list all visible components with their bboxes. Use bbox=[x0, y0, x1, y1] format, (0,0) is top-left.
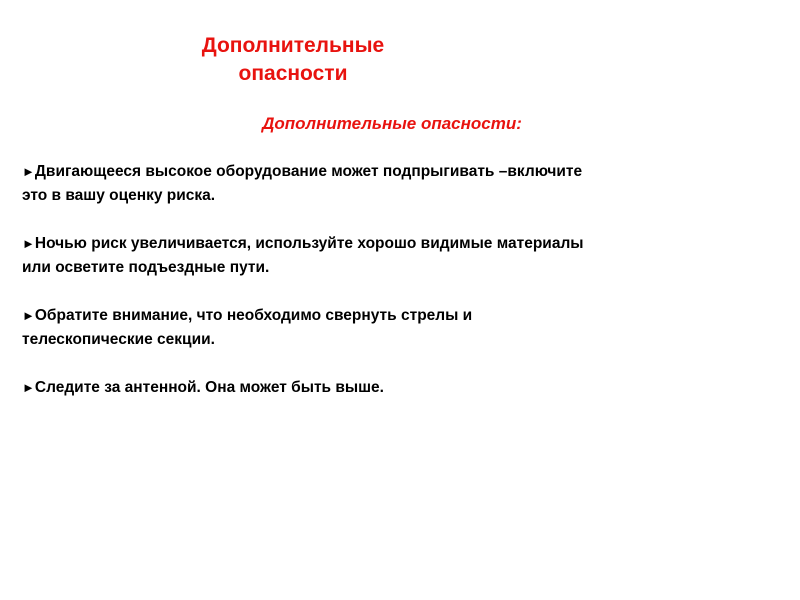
bullet-item bbox=[22, 376, 762, 400]
slide-title bbox=[158, 32, 428, 88]
bullet-text-line-1: Ночью риск увеличивается, используйте хорошо видимые материалы bbox=[34, 235, 584, 252]
slide-subtitle: Дополнительные опасности: bbox=[262, 114, 522, 133]
bullet-text-line-2: это в вашу оценку риска. bbox=[22, 187, 216, 204]
bullet-list bbox=[22, 160, 762, 424]
slide-title-line-1: Дополнительные bbox=[201, 34, 385, 57]
bullet-item bbox=[22, 160, 762, 208]
bullet-text-line-1: Двигающееся высокое оборудование может подпрыгивать –включите bbox=[34, 163, 583, 180]
bullet-arrow-icon: ► bbox=[22, 236, 35, 251]
bullet-text-line-2: или осветите подъездные пути. bbox=[22, 259, 270, 276]
bullet-arrow-icon: ► bbox=[22, 164, 35, 179]
bullet-arrow-icon: ► bbox=[22, 380, 35, 395]
bullet-text-line-1: Обратите внимание, что необходимо свернуть стрелы и bbox=[34, 307, 473, 324]
bullet-arrow-icon: ► bbox=[22, 308, 35, 323]
bullet-item bbox=[22, 304, 762, 352]
slide-title-line-2: опасности bbox=[238, 62, 348, 85]
bullet-text-line-1: Следите за антенной. Она может быть выше. bbox=[34, 379, 384, 396]
bullet-text-line-2: телескопические секции. bbox=[22, 331, 215, 348]
bullet-item bbox=[22, 232, 762, 280]
